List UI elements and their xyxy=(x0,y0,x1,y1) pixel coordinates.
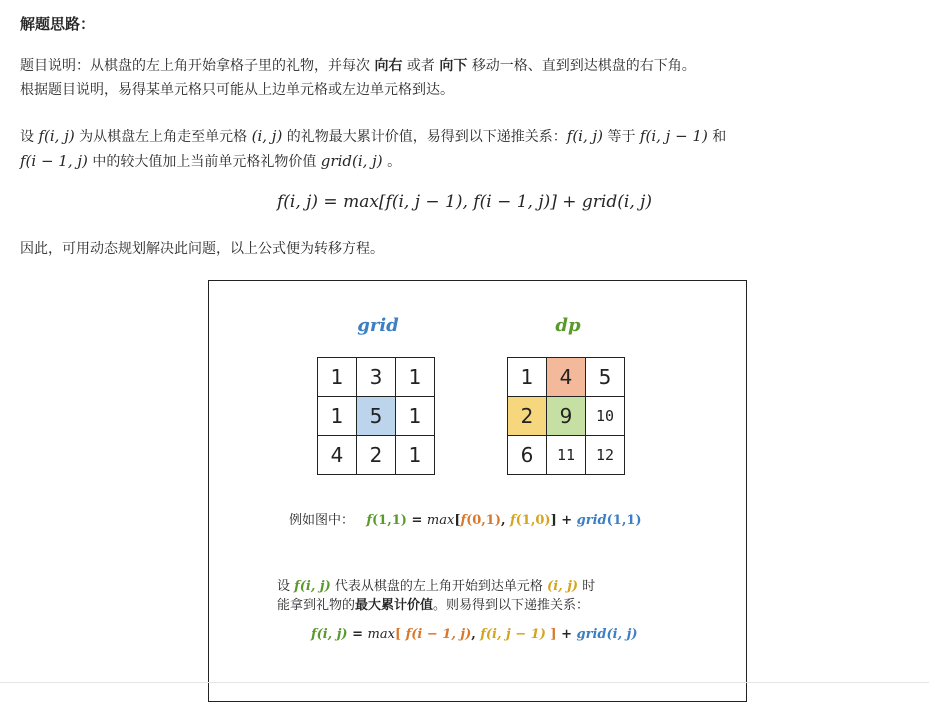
example-comma: , xyxy=(500,513,511,528)
illustration-figure xyxy=(208,280,747,702)
example-line xyxy=(289,509,642,528)
example-eq: = xyxy=(406,513,427,528)
desc-line-2 xyxy=(277,594,589,613)
grid-cell: 4 xyxy=(318,436,357,475)
example-lb: [ xyxy=(454,513,461,528)
rec-grid: grid(i, j) xyxy=(576,627,638,642)
dp-cell: 6 xyxy=(508,436,547,475)
example-a2: (1,0) xyxy=(515,513,551,528)
dp-cell: 10 xyxy=(586,397,625,436)
dp-cell-left: 2 xyxy=(508,397,547,436)
desc1-t1: 设 xyxy=(277,579,291,594)
rec-comma: , xyxy=(471,627,481,642)
dp-cell-top: 4 xyxy=(547,358,586,397)
p3-math-2: (i, j) xyxy=(251,127,283,145)
rec-rb: ] xyxy=(545,627,557,642)
grid-cell: 1 xyxy=(318,358,357,397)
p4-t1: 中的较大值加上当前单元格礼物价值 xyxy=(92,154,317,170)
desc2-t2: 。则易得到以下递推关系： xyxy=(433,598,590,613)
paragraph-3 xyxy=(20,126,726,147)
section-heading: 解题思路： xyxy=(20,15,96,33)
dp-cell: 5 xyxy=(586,358,625,397)
p4-math-2: grid(i, j) xyxy=(320,152,383,170)
p1-right: 向右 xyxy=(374,58,403,74)
p3-t2: 为从棋盘左上角走至单元格 xyxy=(79,129,248,145)
rec-max: max xyxy=(367,627,395,642)
paragraph-4 xyxy=(20,151,401,172)
p1-text-post: 移动一格、直到到达棋盘的右下角。 xyxy=(471,58,696,74)
grid-cell: 2 xyxy=(357,436,396,475)
p3-math-1: f(i, j) xyxy=(38,127,75,145)
grid-cell: 1 xyxy=(396,436,435,475)
p3-t5: 和 xyxy=(712,129,727,145)
example-grid: grid xyxy=(576,513,607,528)
desc1-t3: 时 xyxy=(582,579,596,594)
paragraph-5: 因此，可用动态规划解决此问题，以上公式便为转移方程。 xyxy=(20,241,384,257)
grid-cell: 3 xyxy=(357,358,396,397)
dp-cell: 12 xyxy=(586,436,625,475)
dp-cell-center: 9 xyxy=(547,397,586,436)
dp-cell: 1 xyxy=(508,358,547,397)
paragraph-1 xyxy=(20,56,696,76)
rec-eq: = xyxy=(347,627,368,642)
grid-cell: 1 xyxy=(396,358,435,397)
desc2-bold: 最大累计价值 xyxy=(355,598,434,613)
example-f2: f xyxy=(510,513,516,528)
example-plus: + xyxy=(556,513,577,528)
example-grid-args: (1,1) xyxy=(606,513,642,528)
rec-plus: + xyxy=(556,627,577,642)
desc1-t2: 代表从棋盘的左上角开始到达单元格 xyxy=(334,579,543,594)
p1-or: 或者 xyxy=(406,58,435,74)
example-rb: ] xyxy=(550,513,557,528)
p3-math-4: f(i, j − 1) xyxy=(639,127,708,145)
rec-lhs: f(i, j) xyxy=(311,627,348,642)
p3-math-3: f(i, j) xyxy=(566,127,604,145)
desc-line-1 xyxy=(277,575,595,594)
example-lhs-args: (1,1) xyxy=(372,513,407,528)
p1-text-pre: 题目说明：从棋盘的左上角开始拿格子里的礼物，并每次 xyxy=(20,58,370,74)
dp-title: dp xyxy=(555,315,581,336)
example-a1: (0,1) xyxy=(466,513,501,528)
p4-math-1: f(i − 1, j) xyxy=(20,152,88,170)
paragraph-2: 根据题目说明，易得某单元格只可能从上边单元格或左边单元格到达。 xyxy=(20,82,454,98)
recurrence-line xyxy=(311,627,637,642)
example-f1: f xyxy=(460,513,467,528)
dp-table xyxy=(507,357,625,475)
grid-cell-highlighted: 5 xyxy=(357,397,396,436)
p3-t4: 等于 xyxy=(607,129,636,145)
grid-title: grid xyxy=(357,315,399,336)
example-lhs-f: f xyxy=(366,513,373,528)
desc1-math-2: (i, j) xyxy=(547,579,579,594)
dp-cell: 11 xyxy=(547,436,586,475)
grid-cell: 1 xyxy=(318,397,357,436)
p1-down: 向下 xyxy=(439,58,468,74)
p4-t2: 。 xyxy=(387,154,402,170)
p3-t3: 的礼物最大累计价值，易得到以下递推关系： xyxy=(286,129,567,145)
rec-f1: f(i − 1, j) xyxy=(405,627,472,642)
desc1-math-1: f(i, j) xyxy=(294,579,331,594)
example-label: 例如图中： xyxy=(289,513,355,528)
p3-t1: 设 xyxy=(20,129,34,145)
grid-table xyxy=(317,357,435,475)
rec-lb: [ xyxy=(394,627,406,642)
bottom-divider xyxy=(0,682,929,683)
rec-f2: f(i, j − 1) xyxy=(480,627,546,642)
transition-formula: f(i, j) = max[f(i, j − 1), f(i − 1, j)] + grid(i, j) xyxy=(276,192,653,212)
example-max: max xyxy=(426,513,455,528)
desc2-t1: 能拿到礼物的 xyxy=(277,598,356,613)
grid-cell: 1 xyxy=(396,397,435,436)
